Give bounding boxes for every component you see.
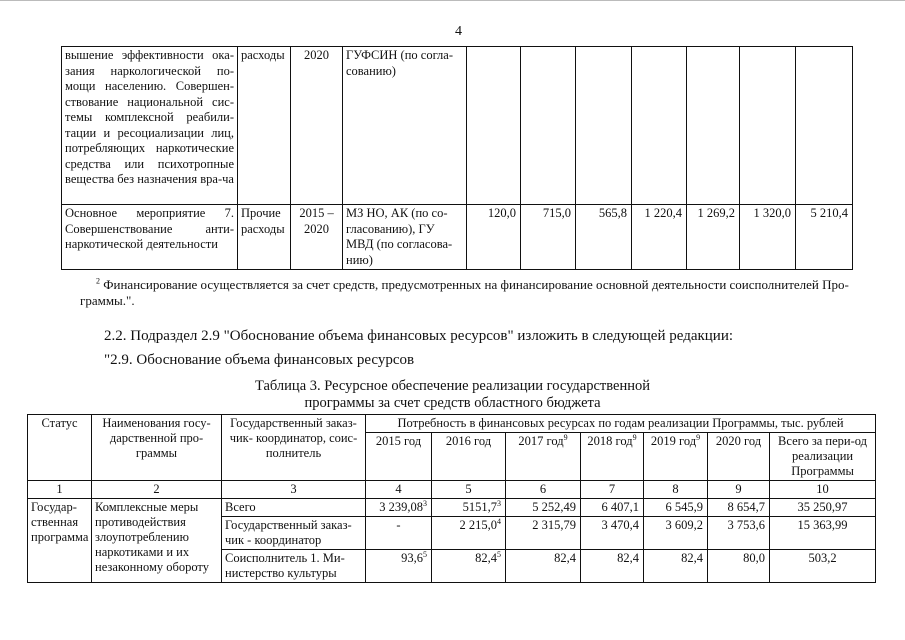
header-funding: Потребность в финансовых ресурсах по годам реализации Программы, тыс. рублей (366, 415, 876, 433)
paragraph-amendment: 2.2. Подраздел 2.9 "Обоснование объема финансовых ресурсов" изложить в следующей редакции: (104, 328, 734, 344)
header-status: Статус (28, 415, 92, 481)
column-number: 2 (92, 481, 222, 499)
program-cell: вышение эффективности ока-зания наркологической по-мощи населению. Совершен-ствование национальной сис-темы комплексной реабили-тации и ресоциализации лиц, потребляющих наркотические средства или психотропные вещества без назначения вра-ча (62, 47, 238, 205)
table-row (62, 205, 853, 270)
value-cell: 565,8 (576, 205, 632, 270)
executor-cell: ГУФСИН (по согла-сованию) (343, 47, 467, 205)
header-program-name: Наименования госу-дарственной про-граммы (92, 415, 222, 481)
value-2019: 82,4 (644, 550, 708, 583)
header-year-2016: 2016 год (432, 433, 506, 481)
section-heading: "2.9. Обоснование объема финансовых ресурсов (104, 352, 415, 368)
resource-table (27, 414, 876, 583)
executor-cell: Всего (222, 499, 366, 517)
value-2017: 82,4 (506, 550, 581, 583)
header-year-2015: 2015 год (366, 433, 432, 481)
status-cell: Государ-ственная программа (28, 499, 92, 583)
footnote-text: Финансирование осуществляется за счет средств, предусмотренных на финансирование основной деятельности соисполнителей Про- (103, 277, 849, 292)
column-number: 10 (770, 481, 876, 499)
header-customer: Государственный заказ-чик- координатор, соис-полнитель (222, 415, 366, 481)
value-cell (467, 47, 521, 205)
header-year-2020: 2020 год (708, 433, 770, 481)
footnote (96, 276, 866, 293)
value-2016: 5151,7$^3$ (432, 499, 506, 517)
column-number-row (28, 481, 876, 499)
value-cell: 1 320,0 (740, 205, 796, 270)
footnote-mark: 2 (96, 276, 100, 286)
value-2016: 2 215,0$^4$ (432, 517, 506, 550)
column-number: 3 (222, 481, 366, 499)
value-cell (632, 47, 687, 205)
value-2017: 2 315,79 (506, 517, 581, 550)
value-total: 15 363,99 (770, 517, 876, 550)
program-cell: Основное мероприятие 7. Совершенствование анти-наркотической деятельности (62, 205, 238, 270)
program-name-cell: Комплексные меры противодействия злоупотреблению наркотиками и их незаконному обороту (92, 499, 222, 583)
value-cell: 5 210,4 (796, 205, 853, 270)
value-2015: 93,6$^5$ (366, 550, 432, 583)
column-number: 7 (581, 481, 644, 499)
value-cell (687, 47, 740, 205)
value-2019: 3 609,2 (644, 517, 708, 550)
value-2020: 8 654,7 (708, 499, 770, 517)
value-2020: 80,0 (708, 550, 770, 583)
table-caption-line1: Таблица 3. Ресурсное обеспечение реализации государственной (254, 378, 650, 394)
program-activities-table (61, 46, 853, 270)
value-2019: 6 545,9 (644, 499, 708, 517)
column-number: 1 (28, 481, 92, 499)
page-number: 4 (455, 24, 462, 39)
table-row (28, 499, 876, 517)
footnote-continuation: граммы.". (80, 293, 135, 308)
column-number: 4 (366, 481, 432, 499)
value-2015: - (366, 517, 432, 550)
table-row (62, 47, 853, 205)
header-row (28, 415, 876, 433)
value-cell (521, 47, 576, 205)
value-2018: 82,4 (581, 550, 644, 583)
header-total: Всего за пери-од реализации Программы (770, 433, 876, 481)
value-total: 35 250,97 (770, 499, 876, 517)
header-year-2017: 2017 год$^9$ (506, 433, 581, 481)
executor-cell: Соисполнитель 1. Ми-нистерство культуры (222, 550, 366, 583)
value-2015: 3 239,08$^3$ (366, 499, 432, 517)
value-2018: 3 470,4 (581, 517, 644, 550)
column-number: 6 (506, 481, 581, 499)
value-total: 503,2 (770, 550, 876, 583)
value-2016: 82,4$^5$ (432, 550, 506, 583)
years-cell: 2015 – 2020 (291, 205, 343, 270)
value-2017: 5 252,49 (506, 499, 581, 517)
value-2020: 3 753,6 (708, 517, 770, 550)
value-2018: 6 407,1 (581, 499, 644, 517)
table-caption-line2: программы за счет средств областного бюджета (304, 395, 601, 411)
column-number: 8 (644, 481, 708, 499)
expense-type-cell: расходы (238, 47, 291, 205)
executor-cell: МЗ НО, АК (по со-гласованию), ГУ МВД (по согласова-нию) (343, 205, 467, 270)
value-cell (576, 47, 632, 205)
column-number: 5 (432, 481, 506, 499)
header-year-2018: 2018 год$^9$ (581, 433, 644, 481)
column-number: 9 (708, 481, 770, 499)
years-cell: 2020 (291, 47, 343, 205)
header-year-2019: 2019 год$^9$ (644, 433, 708, 481)
value-cell: 1 220,4 (632, 205, 687, 270)
value-cell: 715,0 (521, 205, 576, 270)
executor-cell: Государственный заказ-чик - координатор (222, 517, 366, 550)
value-cell: 1 269,2 (687, 205, 740, 270)
value-cell: 120,0 (467, 205, 521, 270)
expense-type-cell: Прочие расходы (238, 205, 291, 270)
value-cell (740, 47, 796, 205)
scan-edge-line (0, 0, 905, 1)
value-cell (796, 47, 853, 205)
